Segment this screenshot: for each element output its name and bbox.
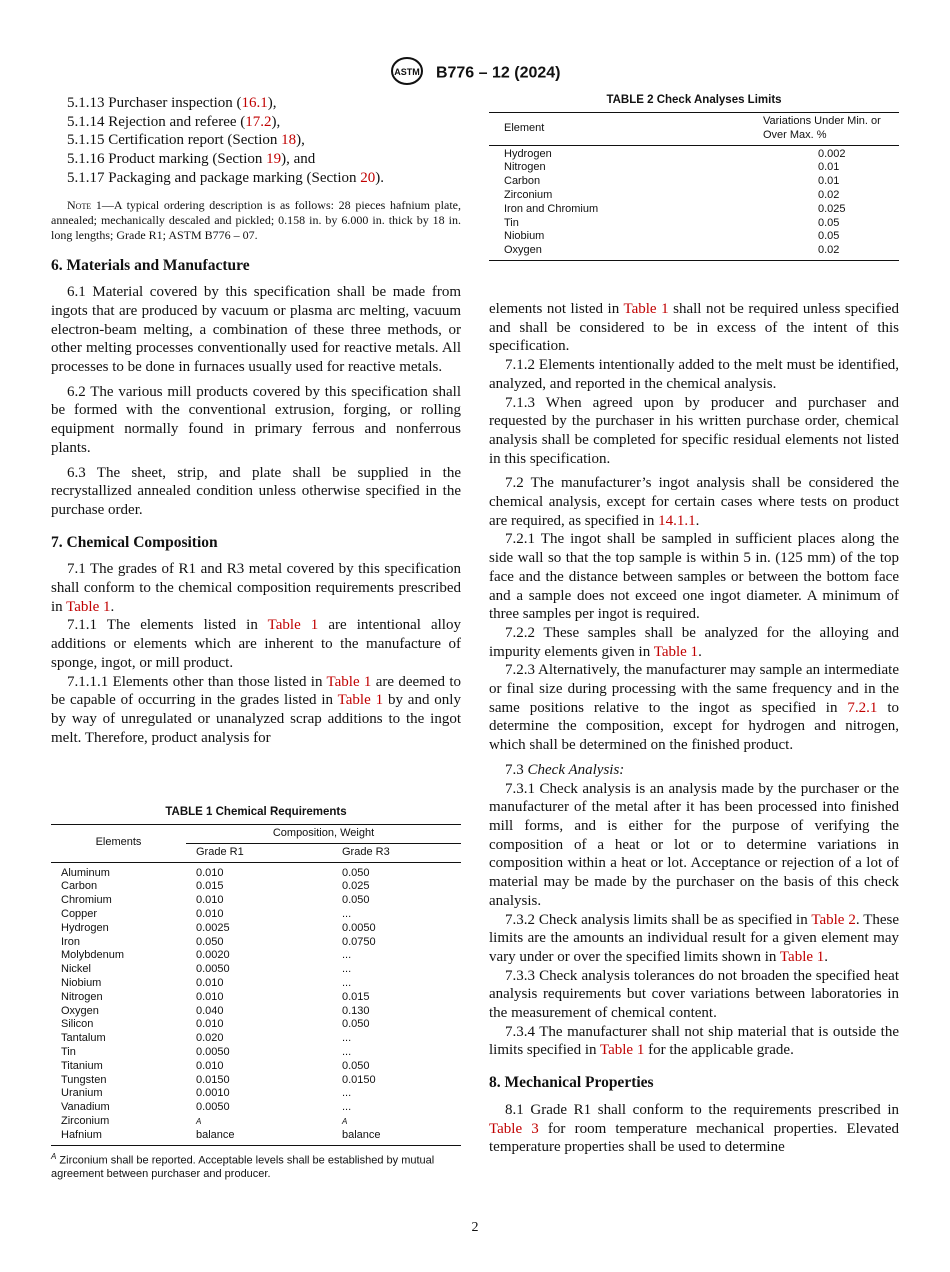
element-name: Uranium bbox=[61, 1087, 103, 1100]
composition-value: 0.0050 bbox=[196, 963, 230, 976]
table-1 bbox=[51, 806, 461, 1181]
para-8-1: 8.1 Grade R1 shall conform to the requirements prescribed in Table 3 for room temperature mechanical properties. Elevated temperature properties shall be used to determine bbox=[489, 1101, 899, 1156]
para-7-2-3: 7.2.3 Alternatively, the manufacturer may sample an intermediate or final size during processing with the same frequency and in the same positions relative to the ingot as specified in 7.2.1 to determine the composition, except for hydrogen and nitrogen, which shall be determined on the finished product. bbox=[489, 662, 899, 754]
table-row bbox=[51, 977, 461, 991]
section-ref-link[interactable]: 16.1 bbox=[241, 95, 268, 111]
element-name: Hydrogen bbox=[61, 921, 109, 934]
table-1-footnote: $^A$ Zirconium shall be reported. Acceptable levels shall be established by mutual agreement between purchaser and producer. bbox=[51, 1151, 435, 1181]
table-2-caption: TABLE 2 Check Analyses Limits bbox=[606, 94, 782, 106]
element-name: Zirconium bbox=[504, 188, 553, 201]
ref-table-1[interactable]: Table 1 bbox=[599, 1042, 645, 1059]
list-item: 5.1.16 Product marking (Section 19), and bbox=[67, 151, 316, 168]
section-ref-link[interactable]: 18 bbox=[281, 132, 297, 149]
page-number: 2 bbox=[471, 1220, 479, 1235]
element-name: Hafnium bbox=[61, 1128, 102, 1141]
element-name: Molybdenum bbox=[61, 949, 124, 962]
element-name: Tantalum bbox=[61, 1032, 106, 1045]
table-row bbox=[489, 217, 899, 231]
para-7-3-4: 7.3.4 The manufacturer shall not ship material that is outside the limits specified in Table 1 for the applicable grade. bbox=[489, 1023, 899, 1059]
composition-value: 0.0025 bbox=[196, 921, 230, 934]
ref-7-2-1[interactable]: 7.2.1 bbox=[847, 699, 878, 716]
table-row bbox=[489, 230, 899, 244]
composition-value: 0.010 bbox=[196, 990, 224, 1003]
table-row bbox=[51, 1129, 461, 1145]
para-7-2-1: 7.2.1 The ingot shall be sampled in sufficient places along the side wall so that the top sample is within 5 in. (125 mm) of the top face and the distance between samples or between the bottom face and a sample does not exceed one ingot diameter. A minimum of three samples per ingot is required. bbox=[489, 531, 899, 623]
table-1-header-r3: Grade R3 bbox=[332, 843, 461, 862]
para-7-1: 7.1 The grades of R1 and R3 metal covered by this specification shall conform to the chemical composition requirements prescribed in Table 1. bbox=[51, 561, 461, 615]
table-1-header-r1: Grade R1 bbox=[186, 843, 332, 862]
composition-value: 0.0050 bbox=[196, 1045, 230, 1058]
table-row bbox=[51, 908, 461, 922]
table-row bbox=[489, 203, 899, 217]
table-row bbox=[51, 1087, 461, 1101]
element-name: Oxygen bbox=[504, 244, 542, 257]
composition-value: ... bbox=[342, 1032, 352, 1045]
para-6-1: 6.1 Material covered by this specification shall be made from ingots that are produced by vacuum or plasma arc melting, vacuum electron-beam melting, a combination of these three methods, or other melting processes conventionally used for reactive metals. All processes to be done in furnaces usually used for reactive metals. bbox=[51, 284, 461, 376]
table-row bbox=[51, 1005, 461, 1019]
section-6-title: 6. Materials and Manufacture bbox=[51, 256, 250, 274]
composition-value: ... bbox=[342, 1087, 352, 1100]
list-item: 5.1.13 Purchaser inspection (16.1), bbox=[67, 95, 277, 111]
composition-value: 0.010 bbox=[196, 1018, 224, 1031]
section-ref-link[interactable]: 19 bbox=[266, 151, 282, 168]
table-row bbox=[51, 936, 461, 950]
variation-value: 0.01 bbox=[818, 161, 840, 174]
table-row bbox=[51, 1074, 461, 1088]
table-2-grid bbox=[489, 112, 899, 261]
ref-table-1[interactable]: Table 1 bbox=[623, 301, 669, 317]
table-row bbox=[51, 1032, 461, 1046]
table-row bbox=[51, 1060, 461, 1074]
composition-value: 0.050 bbox=[342, 866, 370, 879]
variation-value: 0.02 bbox=[818, 244, 840, 257]
composition-value: 0.015 bbox=[342, 990, 370, 1003]
variation-value: 0.01 bbox=[818, 175, 840, 188]
table-row bbox=[51, 862, 461, 880]
ref-table-1[interactable]: Table 1 bbox=[66, 598, 111, 615]
document-code: B776 – 12 (2024) bbox=[435, 64, 561, 82]
element-name: Nickel bbox=[61, 963, 91, 976]
composition-value: 0.130 bbox=[342, 1004, 370, 1017]
ref-table-2[interactable]: Table 2 bbox=[811, 911, 856, 928]
element-name: Carbon bbox=[61, 880, 98, 893]
table-1-header-composition: Composition, Weight bbox=[186, 825, 461, 844]
para-7-2-2: 7.2.2 These samples shall be analyzed for the alloying and impurity elements given in Table 1. bbox=[489, 624, 899, 660]
table-row bbox=[489, 175, 899, 189]
variation-value: 0.02 bbox=[818, 188, 840, 201]
element-name: Nitrogen bbox=[61, 990, 103, 1003]
para-7-2: 7.2 The manufacturer’s ingot analysis shall be considered the chemical analysis, except for certain cases where tests on product are required, as specified in 14.1.1. bbox=[489, 475, 899, 529]
list-item: 5.1.17 Packaging and package marking (Section 20). bbox=[67, 169, 384, 186]
composition-value: ... bbox=[342, 976, 352, 989]
composition-value: ... bbox=[342, 907, 352, 920]
element-name: Aluminum bbox=[61, 866, 110, 879]
composition-value: 0.050 bbox=[196, 935, 224, 948]
table-2-header-element: Element bbox=[489, 113, 748, 146]
element-name: Titanium bbox=[61, 1059, 103, 1072]
list-item: 5.1.15 Certification report (Section 18), bbox=[67, 132, 305, 149]
element-name: Nitrogen bbox=[504, 161, 546, 174]
section-7-title: 7. Chemical Composition bbox=[51, 533, 218, 551]
element-name: Tin bbox=[504, 216, 519, 229]
table-row bbox=[51, 963, 461, 977]
element-name: Niobium bbox=[504, 230, 545, 243]
element-name: Tin bbox=[61, 1045, 76, 1058]
variation-value: 0.05 bbox=[818, 216, 840, 229]
composition-value: A bbox=[342, 1116, 348, 1126]
composition-value: ... bbox=[342, 963, 352, 976]
composition-value: ... bbox=[342, 1101, 352, 1114]
variation-value: 0.002 bbox=[818, 147, 846, 160]
ref-table-3[interactable]: Table 3 bbox=[489, 1120, 539, 1137]
variation-value: 0.05 bbox=[818, 230, 840, 243]
composition-value: 0.0010 bbox=[196, 1087, 230, 1100]
para-7-3-3: 7.3.3 Check analysis tolerances do not broaden the specified heat analysis requirements but cover variations between laboratories in the measurement of chemical content. bbox=[489, 967, 899, 1022]
element-name: Niobium bbox=[61, 976, 102, 989]
table-row bbox=[51, 922, 461, 936]
table-row bbox=[51, 1115, 461, 1129]
variation-value: 0.025 bbox=[818, 202, 846, 215]
element-name: Iron and Chromium bbox=[504, 202, 599, 215]
table-row bbox=[51, 949, 461, 963]
composition-value: A bbox=[196, 1116, 202, 1126]
composition-value: 0.010 bbox=[196, 894, 224, 907]
table-1-header-elements: Elements bbox=[51, 825, 186, 863]
table-row bbox=[51, 894, 461, 908]
para-7-3: 7.3 Check Analysis: bbox=[505, 761, 625, 778]
composition-value: 0.050 bbox=[342, 1059, 370, 1072]
composition-value: 0.020 bbox=[196, 1032, 224, 1045]
composition-value: 0.0150 bbox=[342, 1073, 376, 1086]
table-row bbox=[489, 161, 899, 175]
element-name: Oxygen bbox=[61, 1004, 99, 1017]
composition-value: 0.0020 bbox=[196, 949, 230, 962]
para-7-1-1: 7.1.1 The elements listed in Table 1 are intentional alloy additions or elements which are inherent to the manufacture of sponge, ingot, or mill product. bbox=[51, 617, 461, 671]
element-name: Hydrogen bbox=[504, 147, 552, 160]
section-8-title: 8. Mechanical Properties bbox=[489, 1074, 654, 1092]
composition-value: 0.040 bbox=[196, 1004, 224, 1017]
para-7-1-1-1-continued: elements not listed in Table 1 shall not be required unless specified and shall be considered to be in excess of the intent of this specification. bbox=[489, 301, 899, 355]
table-1-grid bbox=[51, 824, 461, 1146]
table-2-header-variations: Variations Under Min. or Over Max. % bbox=[748, 113, 899, 146]
composition-value: 0.010 bbox=[196, 976, 224, 989]
ref-14-1-1[interactable]: 14.1.1 bbox=[658, 512, 696, 529]
composition-value: 0.0050 bbox=[342, 921, 376, 934]
element-name: Chromium bbox=[61, 894, 112, 907]
para-6-2: 6.2 The various mill products covered by this specification shall be formed with the conventional extrusion, forging, or rolling equipment normally found in primary ferrous and nonferrous plants. bbox=[51, 383, 461, 456]
para-6-3: 6.3 The sheet, strip, and plate shall be supplied in the recrystallized annealed condition unless otherwise specified in the purchase order. bbox=[51, 464, 461, 518]
composition-value: 0.015 bbox=[196, 880, 224, 893]
element-name: Vanadium bbox=[61, 1101, 110, 1114]
composition-value: 0.0050 bbox=[196, 1101, 230, 1114]
composition-value: 0.025 bbox=[342, 880, 370, 893]
svg-text:ASTM: ASTM bbox=[393, 67, 420, 77]
astm-logo-icon bbox=[390, 56, 424, 91]
composition-value: 0.0750 bbox=[342, 935, 376, 948]
list-item: 5.1.14 Rejection and referee (17.2), bbox=[67, 113, 281, 130]
ref-table-1[interactable]: Table 1 bbox=[653, 643, 699, 660]
table-row bbox=[489, 244, 899, 260]
element-name: Iron bbox=[61, 935, 80, 948]
composition-value: 0.010 bbox=[196, 907, 224, 920]
para-7-1-3: 7.1.3 When agreed upon by producer and purchaser and requested by the purchaser in his written purchase order, chemical analysis shall be completed for specific residual elements not listed in this specification. bbox=[489, 394, 899, 467]
element-name: Tungsten bbox=[61, 1073, 107, 1086]
left-column bbox=[51, 94, 461, 747]
composition-value: 0.0150 bbox=[196, 1073, 230, 1086]
composition-value: balance bbox=[196, 1128, 235, 1141]
section-ref-link[interactable]: 17.2 bbox=[245, 113, 272, 130]
element-name: Carbon bbox=[504, 175, 541, 188]
element-name: Zirconium bbox=[61, 1114, 110, 1127]
ref-table-1[interactable]: Table 1 bbox=[337, 692, 384, 709]
ordering-list bbox=[51, 94, 461, 188]
composition-value: 0.010 bbox=[196, 866, 224, 879]
page-header bbox=[0, 56, 950, 91]
para-7-3-1: 7.3.1 Check analysis is an analysis made by the purchaser or the manufacturer of the metal after it has been processed into finished mill forms, and is either for the purpose of verifying the composition of a heat or lot or to determine variations in composition within a heat or lot. Acceptance or rejection of a lot of material may be made by the purchaser on the basis of this check analysis. bbox=[489, 780, 899, 909]
table-row bbox=[51, 1101, 461, 1115]
right-column bbox=[489, 300, 899, 1157]
table-row bbox=[51, 991, 461, 1005]
ref-table-1[interactable]: Table 1 bbox=[779, 948, 825, 965]
table-row bbox=[51, 880, 461, 894]
composition-value: ... bbox=[342, 949, 352, 962]
composition-value: balance bbox=[342, 1128, 381, 1141]
table-1-caption: TABLE 1 Chemical Requirements bbox=[165, 806, 347, 818]
table-2 bbox=[489, 94, 899, 261]
table-row bbox=[51, 1018, 461, 1032]
ref-table-1[interactable]: Table 1 bbox=[326, 673, 372, 690]
table-row bbox=[51, 1046, 461, 1060]
note-1: Note 1—A typical ordering description is as follows: 28 pieces hafnium plate, annealed; mechanically descaled and pickled; 0.158 in. by 6.000 in. thick by 18 in. long lengths; Grade R1; ASTM B776 – 07. bbox=[51, 197, 461, 242]
section-ref-link[interactable]: 20 bbox=[360, 169, 376, 186]
table-row bbox=[489, 145, 899, 161]
ref-table-1[interactable]: Table 1 bbox=[267, 617, 319, 634]
composition-value: 0.010 bbox=[196, 1059, 224, 1072]
element-name: Copper bbox=[61, 907, 98, 920]
para-7-1-2: 7.1.2 Elements intentionally added to the melt must be identified, analyzed, and reported in the chemical analysis. bbox=[489, 357, 899, 392]
para-7-3-2: 7.3.2 Check analysis limits shall be as specified in Table 2. These limits are the amounts an individual result for a given element may vary under or over the specified limits shown in Table 1. bbox=[489, 911, 900, 965]
element-name: Silicon bbox=[61, 1018, 94, 1031]
composition-value: 0.050 bbox=[342, 894, 370, 907]
composition-value: 0.050 bbox=[342, 1018, 370, 1031]
para-7-1-1-1: 7.1.1.1 Elements other than those listed in Table 1 are deemed to be capable of occurring in the grades listed in Table 1 by and only by way of unregulated or unanalyzed scrap additions to the ingot melt. Therefore, product analysis for bbox=[51, 673, 461, 746]
composition-value: ... bbox=[342, 1045, 352, 1058]
table-row bbox=[489, 189, 899, 203]
